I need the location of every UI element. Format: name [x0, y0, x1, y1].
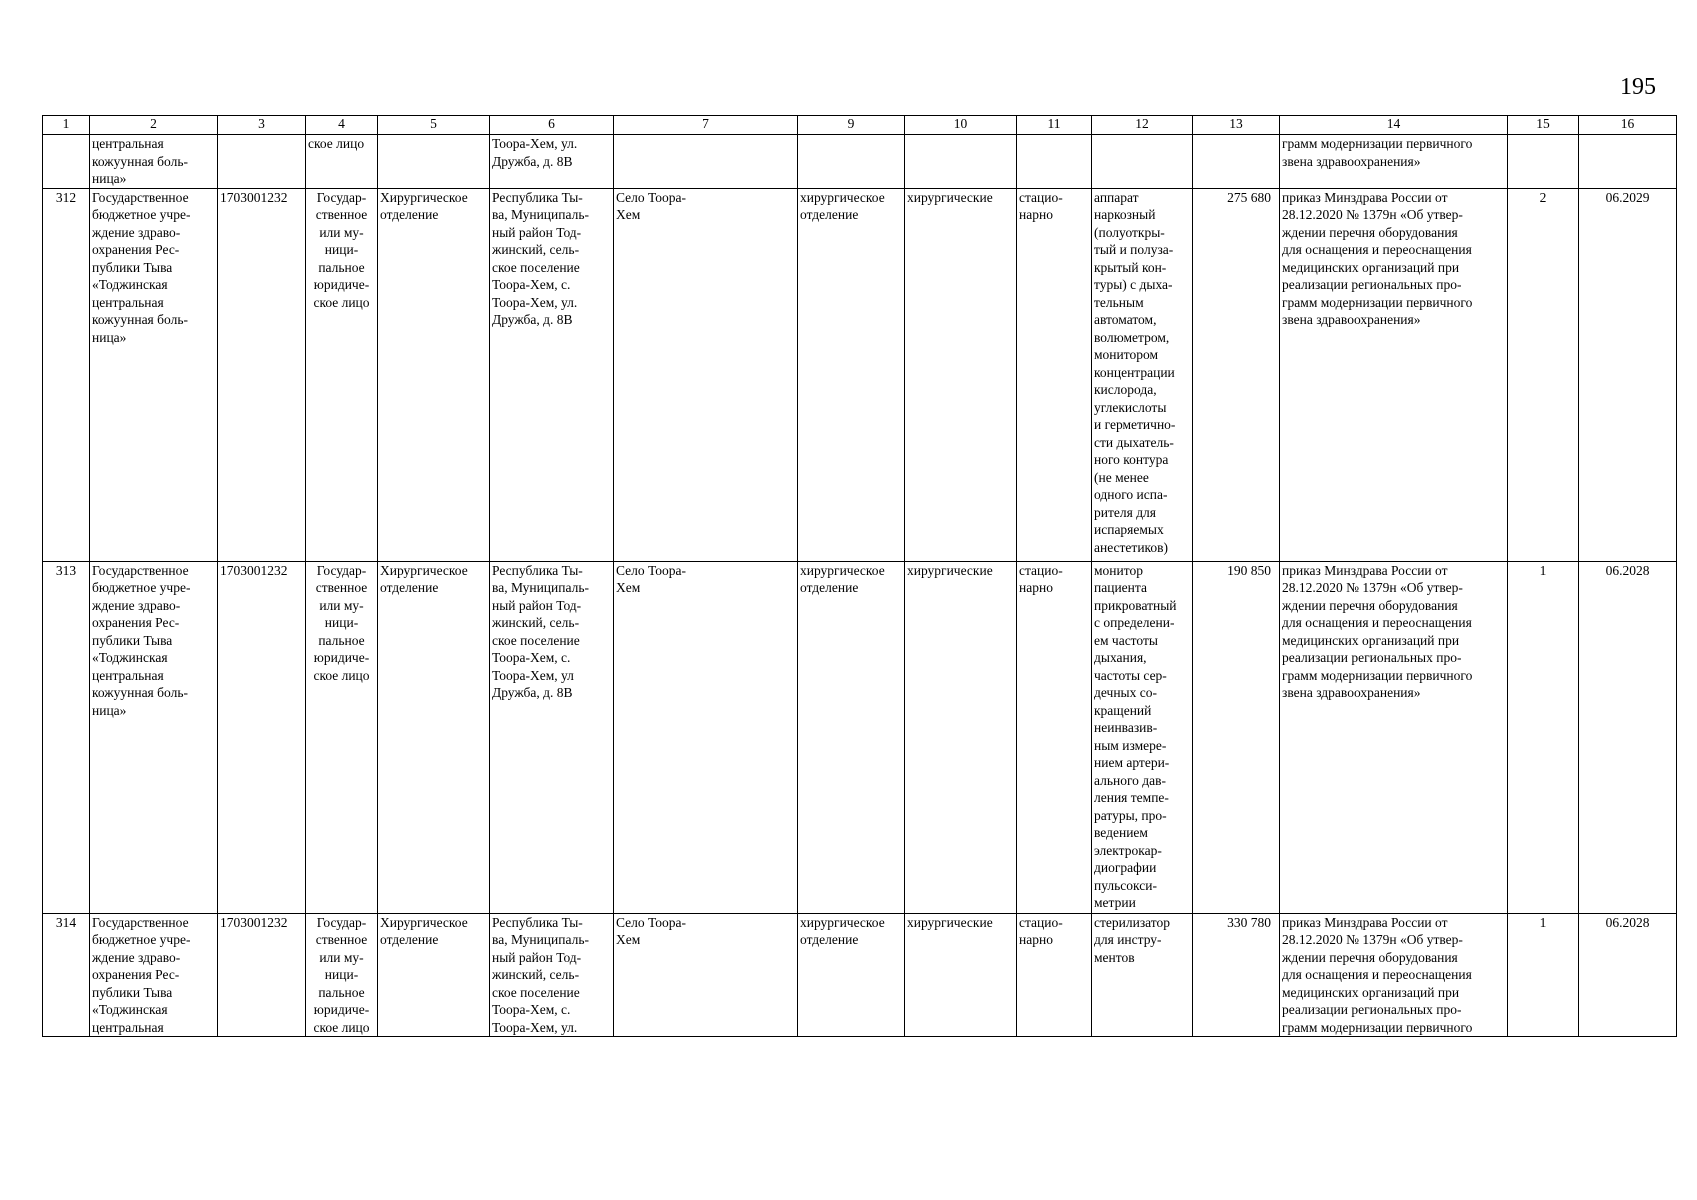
cell-org: Государственное бюджетное учре- ждение здраво- охранения Рес- публики Тыва «Тоджинская центральная: [90, 913, 218, 1037]
col-header: 10: [905, 116, 1017, 135]
cell-address: Республика Ты- ва, Муниципаль- ный район Тод- жинский, сель- ское поселение Тоора-Хем, с. Тоора-Хем, ул Дружба, д. 8В: [490, 561, 614, 913]
col-header: 4: [306, 116, 378, 135]
cell: [1092, 135, 1193, 189]
cell-unit: Хирургическое отделение: [378, 561, 490, 913]
cell-equipment: стерилизатор для инстру- ментов: [1092, 913, 1193, 1037]
table-row: [43, 913, 1677, 1037]
cell: [1193, 135, 1280, 189]
cell-order: приказ Минздрава России от 28.12.2020 № 1379н «Об утвер- ждении перечня оборудования для оснащения и переоснащения медицинских организаций при реализации региональных про- грамм модернизации первичного: [1280, 913, 1508, 1037]
cell-settlement: Село Тоора- Хем: [614, 913, 798, 1037]
cell: [798, 135, 905, 189]
header-row: [43, 116, 1677, 135]
cell-date: 06.2028: [1579, 913, 1677, 1037]
cell-inn: 1703001232: [218, 913, 306, 1037]
cell: [1579, 135, 1677, 189]
col-header: 16: [1579, 116, 1677, 135]
cell-number: 314: [43, 913, 90, 1037]
col-header: 6: [490, 116, 614, 135]
page-number: 195: [1620, 74, 1656, 100]
col-header: 5: [378, 116, 490, 135]
col-header: 11: [1017, 116, 1092, 135]
cell-unit: Хирургическое отделение: [378, 188, 490, 561]
cell: [1508, 135, 1579, 189]
table-row: [43, 561, 1677, 913]
cell-inn: 1703001232: [218, 188, 306, 561]
cell-conditions: стацио- нарно: [1017, 188, 1092, 561]
cell-quantity: 1: [1508, 561, 1579, 913]
cell: [218, 135, 306, 189]
col-header: 12: [1092, 116, 1193, 135]
cell-profile: хирургические: [905, 561, 1017, 913]
col-header: 15: [1508, 116, 1579, 135]
col-header: 1: [43, 116, 90, 135]
cell: [1017, 135, 1092, 189]
cell-profile: хирургические: [905, 913, 1017, 1037]
continuation-row: [43, 135, 1677, 189]
cell-form: Государ- ственное или му- ници- пальное юридиче- ское лицо: [306, 188, 378, 561]
col-header: 3: [218, 116, 306, 135]
cell: [614, 135, 798, 189]
table-row: [43, 188, 1677, 561]
cell-address: Республика Ты- ва, Муниципаль- ный район Тод- жинский, сель- ское поселение Тоора-Хем, с. Тоора-Хем, ул.: [490, 913, 614, 1037]
col-header: 9: [798, 116, 905, 135]
cell-org: центральная кожуунная боль- ница»: [90, 135, 218, 189]
col-header: 7: [614, 116, 798, 135]
cell-price: 275 680: [1193, 188, 1280, 561]
cell-org: Государственное бюджетное учре- ждение здраво- охранения Рес- публики Тыва «Тоджинская центральная кожуунная боль- ница»: [90, 188, 218, 561]
cell-order: грамм модернизации первичного звена здравоохранения»: [1280, 135, 1508, 189]
col-header: 14: [1280, 116, 1508, 135]
cell-price: 190 850: [1193, 561, 1280, 913]
cell-conditions: стацио- нарно: [1017, 561, 1092, 913]
cell: [378, 135, 490, 189]
cell-quantity: 1: [1508, 913, 1579, 1037]
cell-department: хирургическое отделение: [798, 561, 905, 913]
col-header: 2: [90, 116, 218, 135]
cell-settlement: Село Тоора- Хем: [614, 561, 798, 913]
equipment-table: [42, 115, 1677, 1037]
cell: [43, 135, 90, 189]
cell-price: 330 780: [1193, 913, 1280, 1037]
cell-settlement: Село Тоора- Хем: [614, 188, 798, 561]
cell-date: 06.2029: [1579, 188, 1677, 561]
cell-profile: хирургические: [905, 188, 1017, 561]
cell-address: Республика Ты- ва, Муниципаль- ный район Тод- жинский, сель- ское поселение Тоора-Хем, с. Тоора-Хем, ул. Дружба, д. 8В: [490, 188, 614, 561]
cell-number: 313: [43, 561, 90, 913]
cell-unit: Хирургическое отделение: [378, 913, 490, 1037]
cell-department: хирургическое отделение: [798, 913, 905, 1037]
cell-conditions: стацио- нарно: [1017, 913, 1092, 1037]
cell-number: 312: [43, 188, 90, 561]
cell-org: Государственное бюджетное учре- ждение здраво- охранения Рес- публики Тыва «Тоджинская центральная кожуунная боль- ница»: [90, 561, 218, 913]
cell-form: Государ- ственное или му- ници- пальное юридиче- ское лицо: [306, 913, 378, 1037]
cell: [905, 135, 1017, 189]
cell-equipment: монитор пациента прикроватный с определени- ем частоты дыхания, частоты сер- дечных со- кращений неинвазив- ным измере- нием артери- ального дав- ления темпе- ратуры, про- ведением электрокар- диографии пульсокси- метрии: [1092, 561, 1193, 913]
cell-date: 06.2028: [1579, 561, 1677, 913]
cell-inn: 1703001232: [218, 561, 306, 913]
cell-department: хирургическое отделение: [798, 188, 905, 561]
cell-order: приказ Минздрава России от 28.12.2020 № 1379н «Об утвер- ждении перечня оборудования для оснащения и переоснащения медицинских организаций при реализации региональных про- грамм модернизации первичного звена здравоохранения»: [1280, 188, 1508, 561]
cell-equipment: аппарат наркозный (полуоткры- тый и полуза- крытый кон- туры) с дыха- тельным автоматом, волюметром, монитором концентрации кислорода, углекислоты и герметично- сти дыхатель- ного контура (не менее одного испа- рителя для испаряемых анестетиков): [1092, 188, 1193, 561]
cell-form: ское лицо: [306, 135, 378, 189]
cell-form: Государ- ственное или му- ници- пальное юридиче- ское лицо: [306, 561, 378, 913]
cell-quantity: 2: [1508, 188, 1579, 561]
col-header: 13: [1193, 116, 1280, 135]
cell-order: приказ Минздрава России от 28.12.2020 № 1379н «Об утвер- ждении перечня оборудования для оснащения и переоснащения медицинских организаций при реализации региональных про- грамм модернизации первичного звена здравоохранения»: [1280, 561, 1508, 913]
cell-address: Тоора-Хем, ул. Дружба, д. 8В: [490, 135, 614, 189]
